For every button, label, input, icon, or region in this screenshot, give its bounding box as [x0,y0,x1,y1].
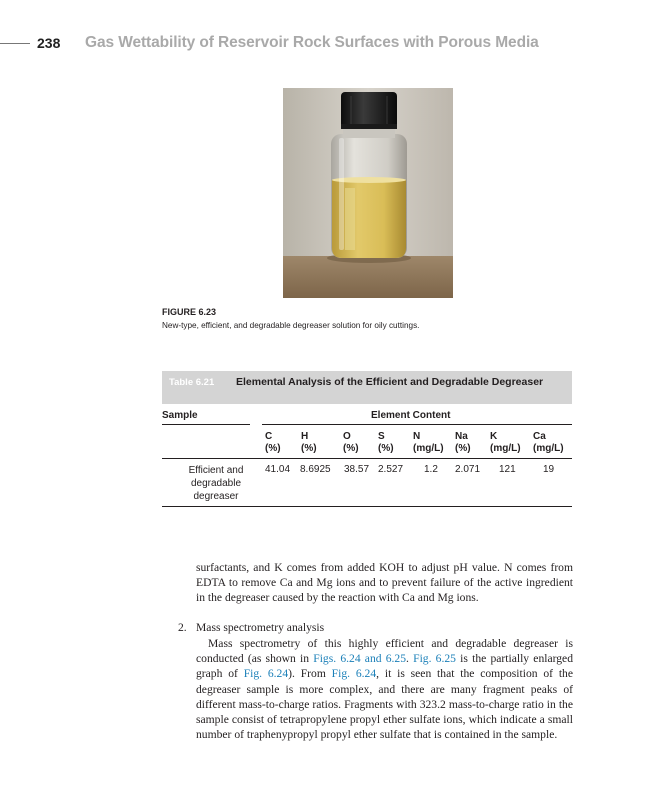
table-cell-h: 8.6925 [300,464,331,475]
col-header-s: S (%) [378,431,394,454]
table-cell-na: 2.071 [455,464,481,475]
table-cell-ca: 19 [543,464,555,475]
col-header-c: C (%) [265,431,281,454]
running-title: Gas Wettability of Reservoir Rock Surfaces with Porous Media [85,34,539,51]
table-title: Elemental Analysis of the Efficient and Degradable Degreaser [236,376,544,388]
list-item-number: 2. [178,621,187,634]
col-header-n: N (mg/L) [413,431,444,454]
table-cell-s: 2.527 [378,464,404,475]
col-header-o: O (%) [343,431,359,454]
table-cell-sample: Efficient and degradable degreaser [188,465,244,502]
list-item-title: Mass spectrometry analysis [196,621,325,634]
table-bottom-rule [162,506,572,507]
link-fig-6-24-second[interactable]: Fig. 6.24 [331,667,377,681]
figure-caption: New-type, efficient, and degradable degreaser solution for oily cuttings. [162,321,420,330]
sample-column-header: Sample [162,410,198,421]
header-rule [0,43,30,44]
col-header-k: K (mg/L) [490,431,521,454]
col-header-h: H (%) [301,431,317,454]
table-label: Table 6.21 [169,377,215,388]
table-cell-o: 38.57 [344,464,370,475]
figure-label: FIGURE 6.23 [162,307,217,317]
table-cell-c: 41.04 [265,464,291,475]
link-fig-6-24[interactable]: Fig. 6.24 [243,667,289,681]
link-figs-6-24-6-25[interactable]: Figs. 6.24 and 6.25 [313,652,407,666]
degreaser-vial-photo [283,88,453,298]
col-header-na: Na (%) [455,431,471,454]
col-header-ca: Ca (mg/L) [533,431,564,454]
page-number: 238 [37,35,61,51]
table-title-bar [162,371,572,404]
header-rule-left [162,424,250,425]
table-cell-k: 121 [499,464,516,475]
link-fig-6-25[interactable]: Fig. 6.25 [413,652,456,666]
element-content-header: Element Content [371,410,451,421]
body-paragraph-1: surfactants, and K comes from added KOH to adjust pH value. N comes from EDTA to remove Ca and Mg ions and to prevent failure of the active ingredient in the degreaser caused by the reaction with Ca and Mg ions. [196,561,573,605]
header-rule-right [262,424,572,425]
table-cell-n: 1.2 [424,464,438,475]
table-body-rule [162,458,572,459]
body-paragraph-2: Mass spectrometry of this highly efficient and degradable degreaser is conducted (as shown in Figs. 6.24 and 6.25. Fig. 6.25 is the partially enlarged graph of Fig. 6.24). From Fig. 6.24, it is seen that the composition of the degreaser sample is more complex, and there are many fragment peaks of different mass-to-charge ratios. Fragments with 323.2 mass-to-charge ratio in the sample consist of tetrapropylene propyl ether sulfate ions, which indicate a small number of traphenypropyl propyl ether sulfate that is contained in the sample. [196,637,573,742]
